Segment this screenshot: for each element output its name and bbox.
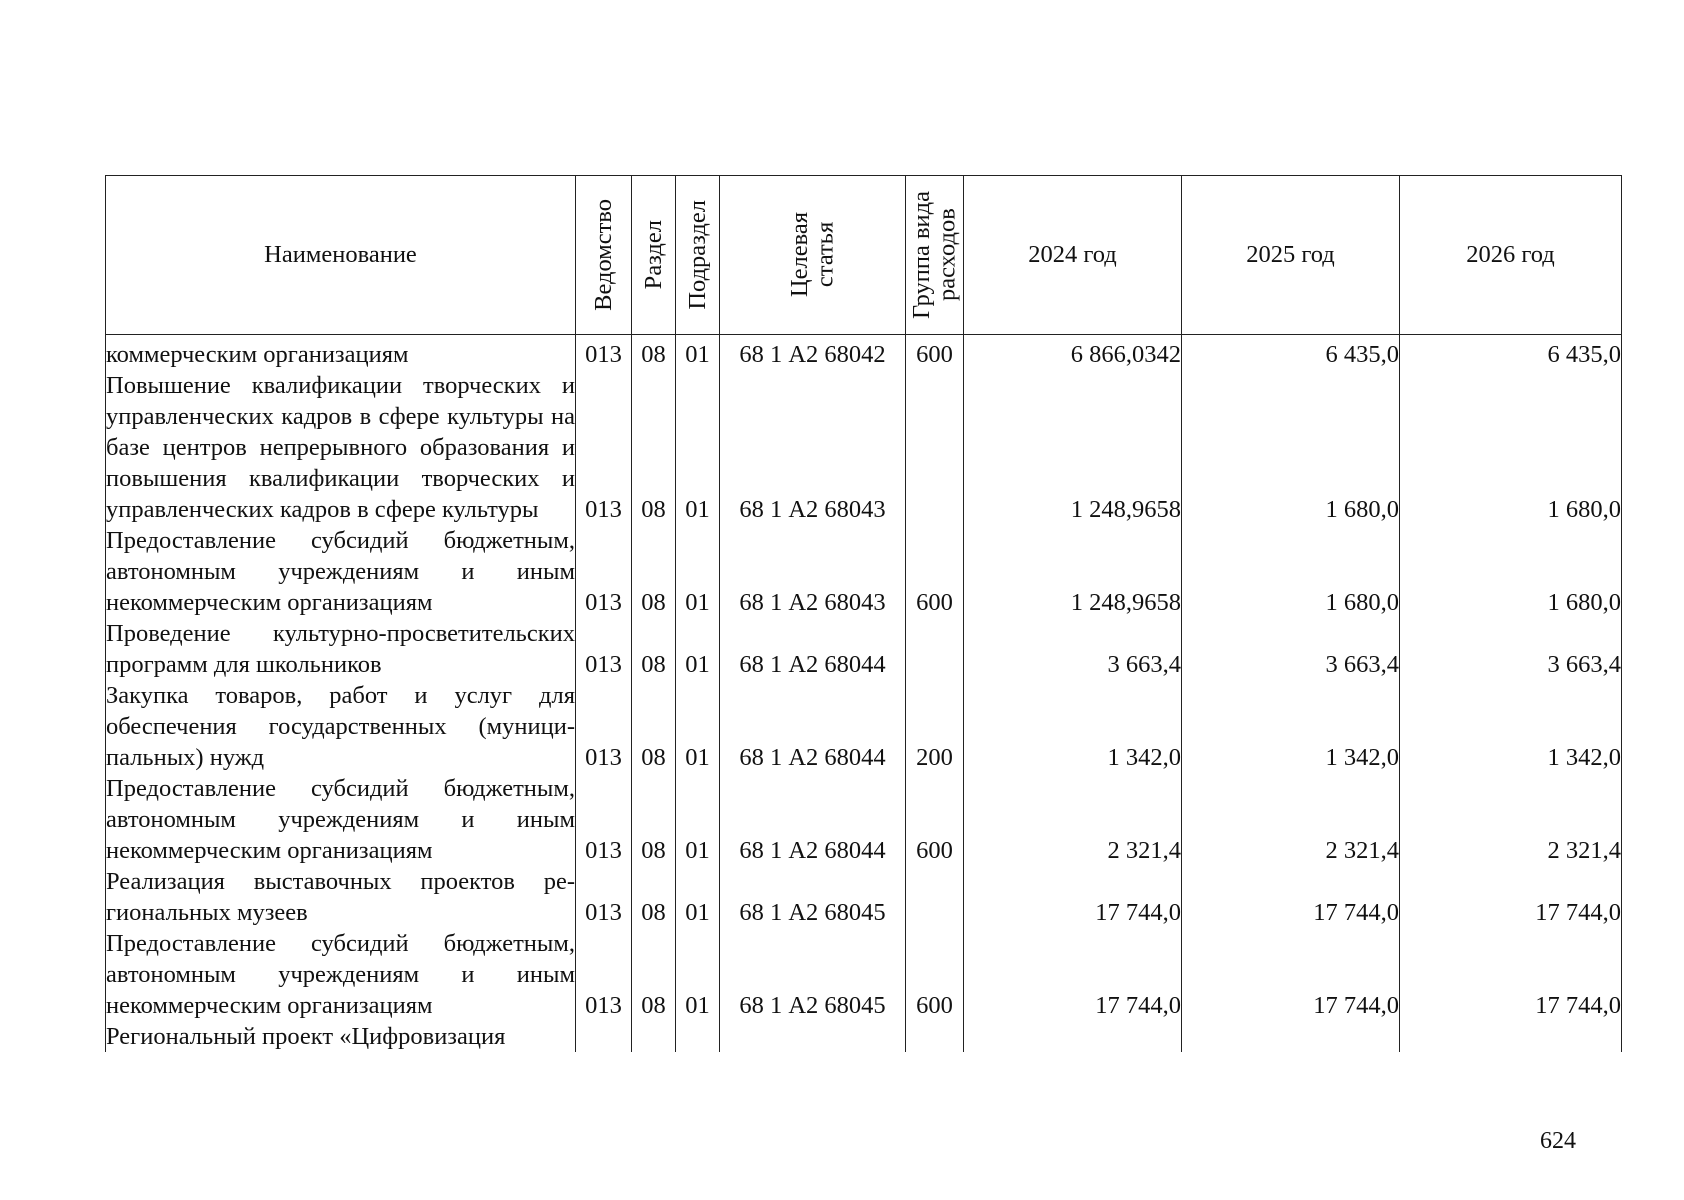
cell-subsection: 01 — [676, 618, 720, 680]
cell-section: 08 — [632, 618, 676, 680]
cell-name: Региональный проект «Цифровизация — [106, 1021, 576, 1052]
cell-subsection: 01 — [676, 525, 720, 618]
cell-y2024: 2 321,4 — [964, 773, 1182, 866]
cell-section: 08 — [632, 680, 676, 773]
cell-group: 200 — [906, 680, 964, 773]
cell-y2026: 1 680,0 — [1400, 370, 1622, 525]
cell-dept: 013 — [576, 866, 632, 928]
cell-group: 600 — [906, 928, 964, 1021]
cell-target: 68 1 А2 68045 — [720, 866, 906, 928]
cell-name: Реализация выставочных проектов региональных музеев — [106, 868, 575, 926]
cell-group: 600 — [906, 773, 964, 866]
cell-dept — [576, 1021, 632, 1052]
cell-dept: 013 — [576, 773, 632, 866]
cell-section: 08 — [632, 866, 676, 928]
cell-group — [906, 1021, 964, 1052]
cell-name: Предоставление субсидий бюджетным, автономным учреждениям и иным некоммерческим организациям — [106, 930, 575, 1019]
cell-y2026: 6 435,0 — [1400, 335, 1622, 371]
cell-y2026: 3 663,4 — [1400, 618, 1622, 680]
cell-subsection: 01 — [676, 370, 720, 525]
cell-target: 68 1 А2 68044 — [720, 773, 906, 866]
cell-group — [906, 866, 964, 928]
table-row — [106, 928, 1622, 1021]
header-y2026: 2026 год — [1400, 176, 1622, 335]
header-row — [106, 176, 1622, 335]
cell-name: Закупка товаров, работ и услуг для обеспечения государственных (муниципальных) нужд — [106, 682, 575, 771]
cell-section: 08 — [632, 773, 676, 866]
cell-name: Предоставление субсидий бюджетным, автономным учреждениям и иным некоммерческим организациям — [106, 775, 575, 864]
cell-y2024 — [964, 1021, 1182, 1052]
cell-section: 08 — [632, 525, 676, 618]
cell-name: коммерческим организациям — [106, 335, 576, 371]
cell-dept: 013 — [576, 525, 632, 618]
header-y2025: 2025 год — [1182, 176, 1400, 335]
cell-subsection: 01 — [676, 680, 720, 773]
cell-y2024: 6 866,0342 — [964, 335, 1182, 371]
cell-y2025: 17 744,0 — [1182, 866, 1400, 928]
cell-group: 600 — [906, 525, 964, 618]
table-row — [106, 866, 1622, 928]
cell-target: 68 1 А2 68043 — [720, 525, 906, 618]
cell-section — [632, 1021, 676, 1052]
cell-y2024: 1 248,9658 — [964, 370, 1182, 525]
cell-y2025: 6 435,0 — [1182, 335, 1400, 371]
cell-dept: 013 — [576, 618, 632, 680]
cell-y2026: 1 342,0 — [1400, 680, 1622, 773]
cell-dept: 013 — [576, 680, 632, 773]
cell-y2024: 1 248,9658 — [964, 525, 1182, 618]
header-subsection: Подраздел — [676, 176, 720, 335]
cell-dept: 013 — [576, 370, 632, 525]
header-section: Раздел — [632, 176, 676, 335]
cell-y2025: 17 744,0 — [1182, 928, 1400, 1021]
cell-y2025: 3 663,4 — [1182, 618, 1400, 680]
cell-y2026: 17 744,0 — [1400, 928, 1622, 1021]
cell-section: 08 — [632, 335, 676, 371]
cell-dept: 013 — [576, 335, 632, 371]
cell-subsection: 01 — [676, 866, 720, 928]
table-row — [106, 773, 1622, 866]
cell-y2025: 1 680,0 — [1182, 525, 1400, 618]
cell-y2025: 1 680,0 — [1182, 370, 1400, 525]
header-name: Наименование — [106, 176, 576, 335]
cell-target: 68 1 А2 68044 — [720, 680, 906, 773]
cell-y2026: 17 744,0 — [1400, 866, 1622, 928]
cell-target — [720, 1021, 906, 1052]
table-row — [106, 370, 1622, 525]
cell-y2025: 1 342,0 — [1182, 680, 1400, 773]
header-target: Целевая статья — [720, 176, 906, 335]
cell-group — [906, 370, 964, 525]
cell-group — [906, 618, 964, 680]
cell-y2026: 1 680,0 — [1400, 525, 1622, 618]
cell-target: 68 1 А2 68045 — [720, 928, 906, 1021]
cell-target: 68 1 А2 68042 — [720, 335, 906, 371]
cell-subsection — [676, 1021, 720, 1052]
page-number: 624 — [1540, 1128, 1576, 1154]
cell-target: 68 1 А2 68044 — [720, 618, 906, 680]
cell-group: 600 — [906, 335, 964, 371]
cell-y2026: 2 321,4 — [1400, 773, 1622, 866]
cell-section: 08 — [632, 928, 676, 1021]
header-group: Группа вида расходов — [906, 176, 964, 335]
header-dept: Ведомство — [576, 176, 632, 335]
table-row — [106, 335, 1622, 371]
table-row — [106, 618, 1622, 680]
table-row — [106, 680, 1622, 773]
budget-table — [105, 175, 1622, 1052]
cell-name: Предоставление субсидий бюджетным, автономным учреждениям и иным некоммерческим организациям — [106, 527, 575, 616]
cell-subsection: 01 — [676, 335, 720, 371]
cell-y2024: 17 744,0 — [964, 928, 1182, 1021]
cell-target: 68 1 А2 68043 — [720, 370, 906, 525]
table-row — [106, 1021, 1622, 1052]
cell-y2024: 17 744,0 — [964, 866, 1182, 928]
cell-name: Повышение квалификации творческих и управленческих кадров в сфере культуры на базе центров непрерывного образования и повышения квалификации творческих и управленческих кадров в сфере культуры — [106, 372, 575, 523]
cell-y2025: 2 321,4 — [1182, 773, 1400, 866]
cell-subsection: 01 — [676, 928, 720, 1021]
table-body — [106, 335, 1622, 1053]
cell-y2024: 3 663,4 — [964, 618, 1182, 680]
cell-name: Проведение культурно-просветительских программ для школьников — [106, 620, 575, 678]
cell-subsection: 01 — [676, 773, 720, 866]
cell-dept: 013 — [576, 928, 632, 1021]
header-y2024: 2024 год — [964, 176, 1182, 335]
cell-y2025 — [1182, 1021, 1400, 1052]
cell-y2024: 1 342,0 — [964, 680, 1182, 773]
cell-section: 08 — [632, 370, 676, 525]
cell-y2026 — [1400, 1021, 1622, 1052]
table-row — [106, 525, 1622, 618]
